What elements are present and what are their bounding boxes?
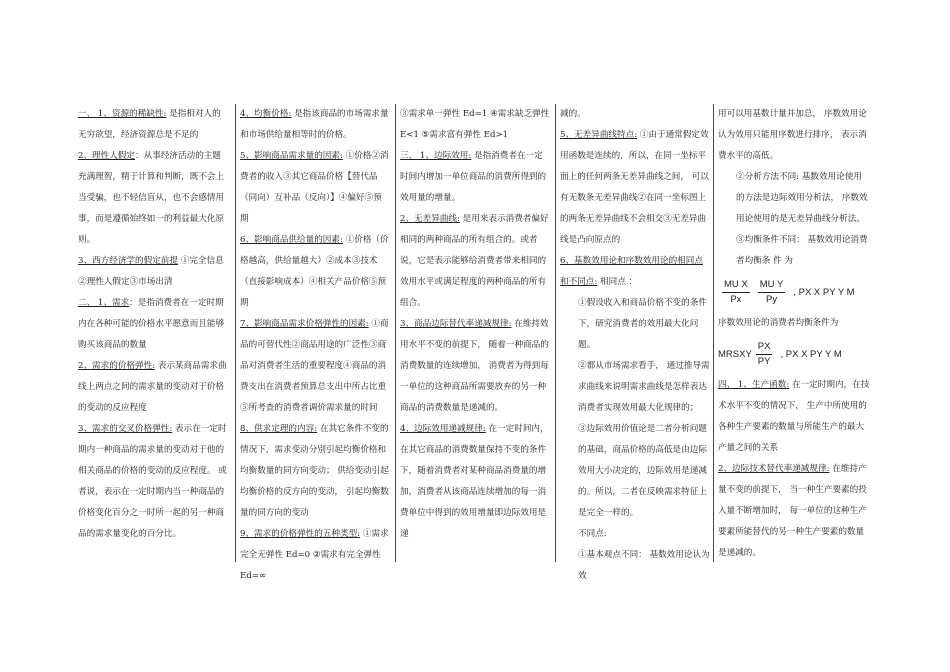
paragraph: ①假设收入和商品价格不变的条件下，研究消费者的效用最大化问题。 [578, 298, 707, 350]
column-divider [235, 104, 236, 562]
paragraph: 3、需求的交叉价格弹性: 表示在一定时期内一种商品的需求量的变动对于他的相关商品的价格的变动的反应程度。 或者说，表示在一定时期内当一种商品的价格变化百分之一时所一起的另一种商品的需求量变化的百分比。 [78, 424, 227, 539]
paragraph: 一、 1、资源的稀缺性: 是指相对人的无穷欲望，经济资源总是不足的 [78, 109, 221, 140]
column-2 [240, 104, 390, 581]
cardinal-equilibrium-formula: $\frac{\text{MU X}}{Px}$ $\frac{\text{MU Y}}{Py}$ , PX X PY Y M [724, 279, 855, 305]
paragraph: ②分析方法不同: 基数效用论使用的方法是边际效用分析法， 序数效用论使用的是无差异曲线分析法。 [736, 172, 868, 224]
paragraph: 三、 1、边际效用: 是指消费者在一定时间内增加一单位商品的消费所得到的效用量的增量。 [400, 151, 547, 203]
paragraph: 序数效用论的消费者均衡条件为 [718, 318, 839, 328]
column-5 [718, 104, 870, 562]
paragraph: 2、边际技术替代率递减规律: 在维持产量不变的前提下， 当一种生产要素的投入量不断增加时， 每一单位的这种生产要素所能替代的另一种生产要素的数量是递减的。 [718, 464, 867, 558]
paragraph: 四、 1、生产函数: 在一定时期内，在技术水平不变的情况下， 生产中所使用的各种生产要素的数量与所能生产的最大产量之间的关系 [718, 380, 870, 453]
paragraph: 减的。 [560, 109, 586, 119]
paragraph: 2、需求的价格弹性: 表示某商品需求曲线上两点之间的需求量的变动对于价格的变动的反应程度 [78, 361, 227, 413]
ordinal-equilibrium-formula: MRSXY $\frac{PX}{PY}$ , PX X PY Y M [718, 341, 842, 367]
column-divider [555, 104, 556, 562]
column-4 [560, 104, 710, 581]
paragraph: 5、影响商品需求量的因素: ①价格②消费者的收入③其它商品价格【替代品（同向）互补品（反向）】④偏好⑤预期 [240, 151, 389, 224]
paragraph: 2、无差异曲线: 是用来表示消费者偏好相同的两种商品的所有组合的。或者说，它是表示能够给消费者带来相同的效用水平或满足程度的两种商品的所有组合。 [400, 214, 549, 308]
paragraph: 4、均衡价格: 是指该商品的市场需求量和市场供给量相等时的价格。 [240, 109, 389, 140]
paragraph: ③均衡条件不同： 基数效用论消费者均衡条 件 为 [736, 235, 868, 266]
paragraph: 8、供求定理的内容: 在其它条件不变的情况下，需求变动分别引起均衡价格和均衡数量的同方向变动； 供给变动引起均衡价格的反方向的变动， 引起均衡数量的同方向的变动 [240, 424, 389, 518]
paragraph: ①基本观点不同： 基数效用论认为效 [578, 550, 710, 581]
paragraph: 7、影响商品需求价格弹性的因素: ①商品的可替代性②商品用途的广泛性③商品对消费者生活的重要程度④商品的消费支出在消费者预算总支出中所占比重⑤所考查的消费者调价需求量的时间 [240, 319, 389, 413]
column-3 [400, 104, 550, 562]
paragraph: 5、无差异曲线特点: ①由于通常假定效用函数是连续的，所以，在同一坐标平面上的任何两条无差异曲线之间， 可以有无数条无差异曲线②在同一坐标图上的两条无差异曲线不会相交③无差异曲线是凸向原点的 [560, 130, 709, 245]
column-divider [395, 104, 396, 562]
paragraph: 3、商品边际替代率递减规律: 在维持效用水平不变的前提下， 随着一种商品的消费数量的连续增加， 消费者为得到每一单位的这种商品所需要放弃的另一种商品的消费数量是递减的。 [400, 319, 549, 413]
fraction: $\frac{\text{MU Y}}{Py}$ [759, 279, 784, 305]
paragraph: 9、需求的价格弹性的五种类型: ①需求完全无弹性 Ed=0 ②需求有完全弹性 Ed=∞ [240, 529, 389, 581]
paragraph: 2、理性人假定：从事经济活动的主题充满理智，精于计算和判断，既不会上当受骗，也不轻信盲从，也不会感情用事，而是遵循始终如一的利益最大化原则。 [78, 151, 225, 245]
paragraph: ③边际效用价值论是二者分析问题的基础，商品价格的高低是由边际效用大小决定的，边际效用是递减的。所以，二者在反映需求特征上是完全一样的。 [578, 424, 707, 518]
column-divider [713, 104, 714, 562]
paragraph: 6、影响商品供给量的因素: ①价格（价格越高，供给量越大）②成本③技术（直接影响成本）④相关产品价格⑤预期 [240, 235, 389, 308]
fraction: $\frac{PX}{PY}$ [757, 341, 771, 367]
paragraph: 3、西方经济学的假定前提 ①完全信息②理性人假定③市场出清 [78, 256, 224, 287]
column-1 [78, 104, 228, 562]
paragraph: 二、 1、需求：是指消费者在一定时期内在各种可能的价格水平愿意而且能够购买该商品的数量 [78, 298, 225, 350]
fraction: $\frac{\text{MU X}}{Px}$ [724, 279, 748, 305]
paragraph: 4、边际效用递减规律: 在一定时间内，在其它商品的消费数量保持不变的条件下，随着消费者对某种商品消费量的增加，消费者从该商品连续增加的每一消费单位中得到的效用增量即边际效用是递 [400, 424, 549, 539]
paragraph: ②都从市场需求看手， 通过推导需求曲线来说明需求曲线是怎样表达消费者实现效用最大化规律的； [578, 361, 710, 413]
paragraph: 不同点: [578, 529, 607, 539]
paragraph: ③需求单一弹性 Ed=1 ④需求缺乏弹性 E<1 ⑤需求富有弹性 Ed>1 [400, 109, 550, 140]
paragraph: 6、基数效用论和序数效用论的相同点和不同点: 相同点 ： [560, 256, 703, 287]
paragraph: 用可以用基数计量并加总， 序数效用论认为效用只能用序数进行排序， 表示消费水平的高低。 [718, 109, 867, 161]
